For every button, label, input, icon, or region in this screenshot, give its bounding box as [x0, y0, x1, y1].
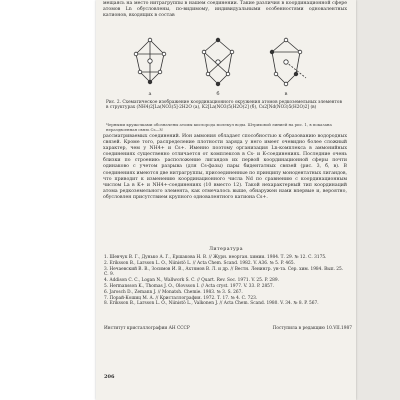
figure-caption: Рис. 2. Схематическое изображение координационного окружения атомов редкоземельных элементов в структурах (NH4)2[La(NO3)5]·2H2O (а), K2[La(NO3)5(H2O)2] (б), Cs2[Nd(NO3)5(H2O)2] (в) — [106, 100, 342, 111]
reference-item: 5. Hermansson K., Thomas J. O., Olovsson I. // Acta cryst. 1977. V. 33. P. 2857. — [104, 283, 275, 289]
intro-paragraph: мещаясь на место нитрагруппы в нашем соединении. Такие различия в координационной сфере атомов Ln обусловлены, по-видимому, индивидуальными особенностями одновалентных катионов, входящих в состав — [103, 1, 347, 19]
page-number: 206 — [104, 374, 115, 380]
literature-heading: Литература — [208, 247, 244, 252]
reference-item: 1. Шевчук В. Г., Дунько А. Г., Ершакова Н. В. // Журн. неорган. химии. 1984. Т. 29. № 12. С. 3175. — [104, 255, 327, 260]
figure-label-c: в — [284, 91, 288, 97]
reference-item: 3. Нечаевский В. В., Зосимов И. В., Ахтямов В. Л. и др. // Вестн. Ленингр. ун-та. Сер. хим. 1984. Вып. 25. С. 9. — [104, 266, 344, 278]
reference-item: 8. Eriksson B., Larsson L. O., Niinistö L., Valkonen J. // Acta Chem. Scand. 1980. V. 34. № 8. P. 567. — [104, 301, 319, 307]
reference-item: 6. Jarosch D., Zemann J. // Monatsh. Chemie. 1983. № 3. S. 267. — [104, 289, 243, 295]
coordination-figure — [118, 32, 318, 98]
figure-c — [270, 38, 306, 86]
figure-caption-note: Черными кружочками обозначены атомы кислорода молекул воды. Штриховой линией на рис. 1, в показана нераздвоенная связь Cs—N — [106, 122, 332, 132]
figure-b — [202, 38, 234, 86]
reference-item: 2. Eriksson B., Larsson L. O., Niinistö L. // Acta Chem. Scand. 1982. V. A36. № 5. P. 465. — [104, 260, 295, 266]
reference-list — [104, 255, 346, 307]
reference-item: 4. Addison C. C., Logan N., Wallwork S. C. // Quart. Rev. Soc. 1971. V. 25. P. 289. — [104, 278, 279, 284]
page-margin — [0, 0, 96, 400]
journal-page — [96, 0, 356, 400]
figure-label-a: а — [148, 91, 152, 97]
figure-a — [134, 38, 166, 84]
body-paragraph: рассматриваемых соединений. Ион аммония обладает способностью к образованию водородных связей. Кроме того, распределение плотности заряда у него имеет очевидно более сложный характер, чем у NH4+ и Cs+. Именно поэтому организация Ln-комплекса в аммонийных соединениях существенно отличается от комплексов в Cs- и K-соединениях. Последние очень близки по строению: расположение лигандов их первой координационной сферы почти одинаково с учетом разрыва (для Cs-фазы) пары бидентатных связей (рис. 3, б, в). В соединениях имеются две нитрагруппы, присоединенные по принципу монодентатных лигандов, что приводит к изменению координационного числа Nd по сравнению с координационным числом La в K+ и NH4+-соединениях (10 вместо 12). Такой нехарактерный тип координаций атома редкоземельного элемента, как отмечалось выше, обнаружен нами впервые и, вероятно, обусловлен присутствием крупного одновалентного катиона Cs+. — [103, 134, 347, 200]
reference-item: 7. Порай-Кошиц М. А. // Кристаллография. 1972. Т. 17. № 4. С. 723. — [104, 295, 258, 301]
institute-affiliation: Институт кристаллографии АН СССР — [104, 326, 190, 331]
figure-label-b: б — [216, 91, 220, 97]
received-date: Поступила в редакцию 10.VII.1987 — [272, 326, 352, 331]
